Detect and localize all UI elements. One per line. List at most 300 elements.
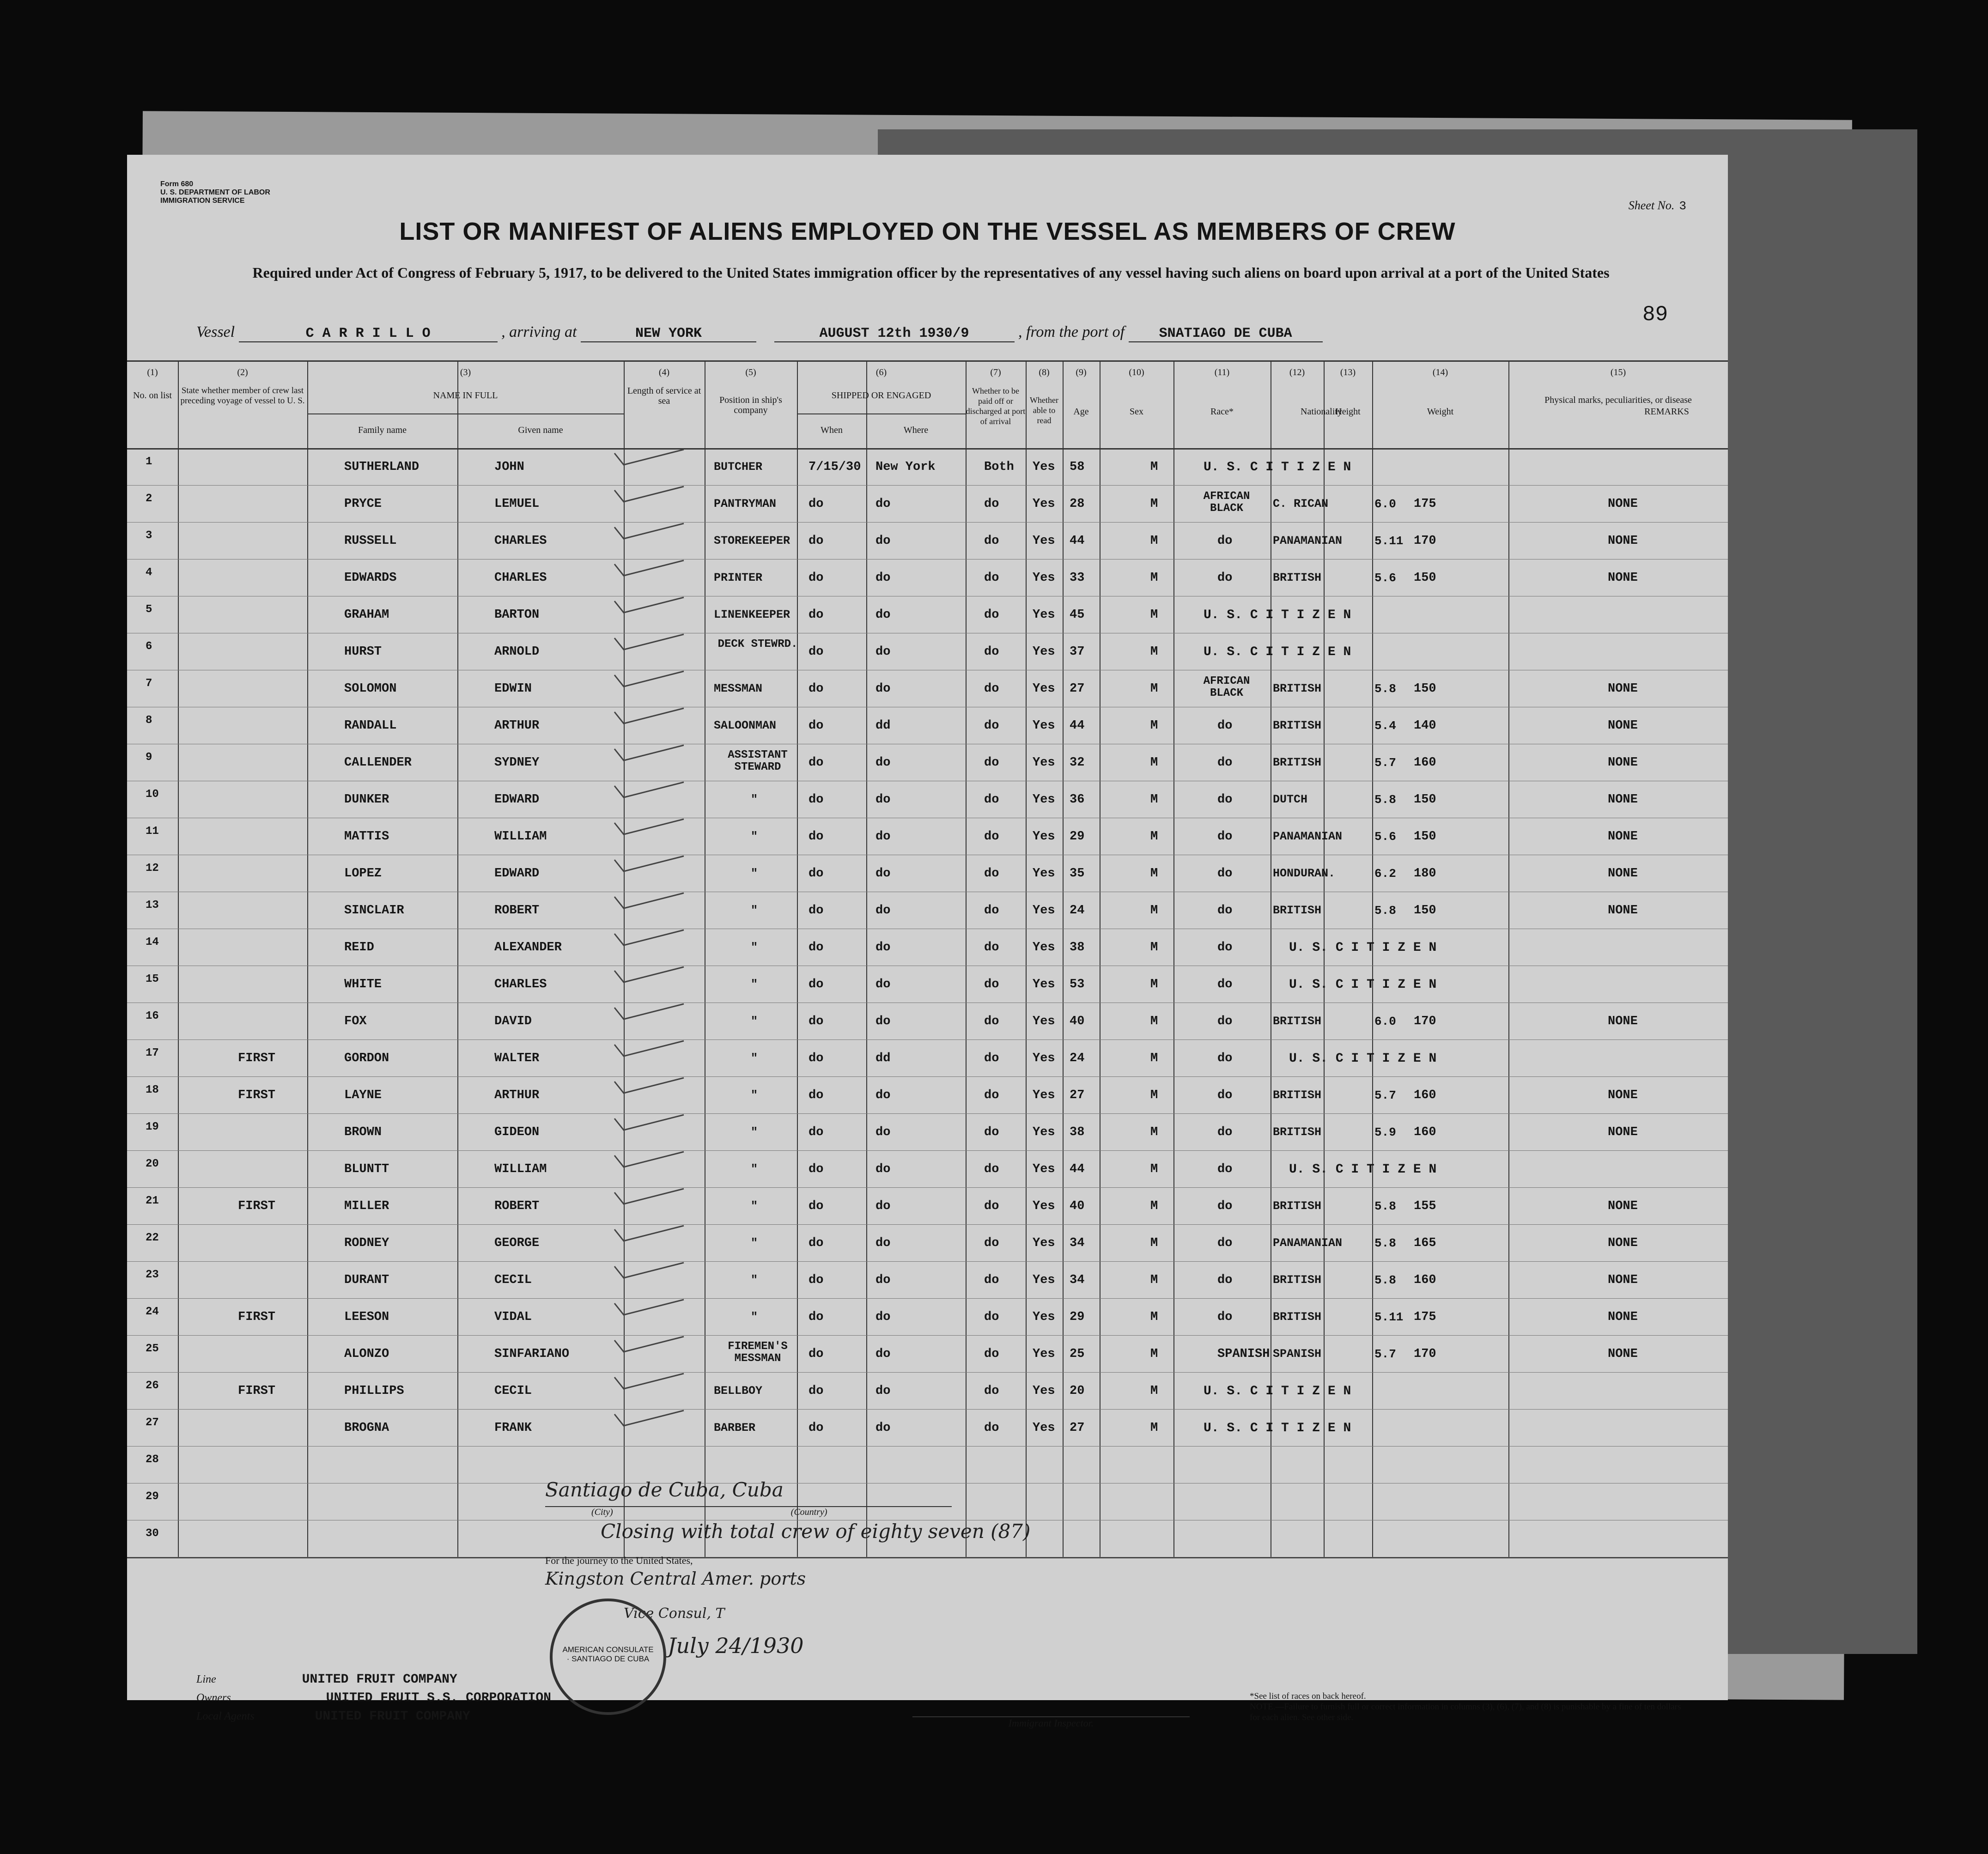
family-name: SUTHERLAND	[344, 460, 419, 474]
column-number: (5)	[745, 367, 756, 377]
shipped-when: do	[809, 904, 824, 918]
family-name: GORDON	[344, 1052, 389, 1065]
nationality: PANAMANIAN	[1273, 1236, 1343, 1250]
sex: M	[1150, 941, 1158, 954]
nationality: BRITISH	[1273, 1125, 1322, 1139]
sex: M	[1150, 1015, 1158, 1028]
form-number: Form 680	[160, 180, 194, 188]
age: 24	[1070, 1052, 1085, 1065]
family-name: RUSSELL	[344, 534, 397, 548]
shipped-where: do	[875, 682, 891, 696]
shipped-when: do	[809, 497, 824, 511]
height: 5.7	[1374, 1088, 1396, 1102]
age: 38	[1070, 941, 1085, 954]
row-rule	[127, 1261, 1728, 1262]
position: "	[751, 793, 758, 806]
able-to-read: Yes	[1033, 1384, 1055, 1398]
height: 5.8	[1374, 1273, 1396, 1287]
race: do	[1217, 1088, 1233, 1102]
header-paid-off: Whether to be paid off or discharged at port of arrival	[966, 386, 1026, 426]
height: 6.0	[1374, 1015, 1396, 1028]
shipped-when: do	[809, 1273, 824, 1287]
form-identifier	[160, 180, 270, 205]
paid-off: do	[984, 1125, 999, 1139]
shipped-when: do	[809, 1125, 824, 1139]
row-number: 16	[146, 1010, 159, 1022]
column-number: (10)	[1129, 367, 1144, 377]
penalty-note: NOTE.—Failure to furnish full or correct information in columns (3), (6), (7), and (8) is punishable by a fine of ten dollars for each alien. See other side.	[1250, 1702, 1681, 1722]
able-to-read: Yes	[1033, 1199, 1055, 1213]
paid-off: do	[984, 1236, 999, 1250]
nationality: BRITISH	[1273, 1273, 1322, 1287]
race: do	[1217, 1236, 1233, 1250]
race: do	[1217, 756, 1233, 770]
shipped-where: do	[875, 941, 891, 954]
header-family-name: Family name	[358, 425, 407, 435]
paid-off: do	[984, 941, 999, 954]
shipped-where: do	[875, 571, 891, 585]
line-value: UNITED FRUIT COMPANY	[302, 1672, 457, 1687]
age: 40	[1070, 1199, 1085, 1213]
weight: 155	[1414, 1199, 1436, 1213]
column-rule	[866, 360, 867, 1557]
row-rule	[127, 1224, 1728, 1225]
paid-off: do	[984, 497, 999, 511]
height: 5.7	[1374, 756, 1396, 770]
able-to-read: Yes	[1033, 1273, 1055, 1287]
physical-marks: NONE	[1608, 1347, 1638, 1361]
age: 40	[1070, 1015, 1085, 1028]
department: U. S. DEPARTMENT OF LABOR	[160, 188, 270, 196]
sex: M	[1150, 830, 1158, 844]
sheet-value: 3	[1679, 199, 1686, 213]
family-name: FOX	[344, 1015, 367, 1028]
table-border-top	[127, 360, 1728, 362]
given-name: GEORGE	[494, 1236, 540, 1250]
check-mark	[612, 1373, 686, 1391]
weight: 160	[1414, 1125, 1436, 1139]
family-name: BROWN	[344, 1125, 382, 1139]
given-name: EDWARD	[494, 793, 540, 807]
physical-marks: NONE	[1608, 497, 1638, 511]
sex: M	[1150, 1347, 1158, 1361]
check-mark	[612, 559, 686, 578]
sex: M	[1150, 1052, 1158, 1065]
sheet-label: Sheet No.	[1628, 199, 1675, 212]
sex: M	[1150, 608, 1158, 622]
shipped-when: do	[809, 978, 824, 991]
height: 5.8	[1374, 682, 1396, 696]
race: do	[1217, 793, 1233, 807]
age: 35	[1070, 867, 1085, 881]
check-mark	[612, 1225, 686, 1243]
sex: M	[1150, 1310, 1158, 1324]
header-remarks: REMARKS	[1644, 407, 1689, 417]
sheet-number	[1629, 199, 1686, 213]
shipped-where: do	[875, 1015, 891, 1028]
row-rule	[127, 1298, 1728, 1299]
family-name: CALLENDER	[344, 756, 412, 770]
header-given-name: Given name	[518, 425, 563, 435]
header-weight: Weight	[1427, 407, 1454, 417]
sex: M	[1150, 497, 1158, 511]
family-name: GRAHAM	[344, 608, 389, 622]
handwritten-ports: Kingston Central Amer. ports	[545, 1568, 806, 1589]
weight: 160	[1414, 1273, 1436, 1287]
sex: M	[1150, 867, 1158, 881]
given-name: EDWARD	[494, 867, 540, 881]
header-able-to-read: Whether able to read	[1030, 395, 1058, 425]
family-name: MATTIS	[344, 830, 389, 844]
able-to-read: Yes	[1033, 1125, 1055, 1139]
position: SALOONMAN	[714, 719, 777, 732]
paid-off: do	[984, 534, 999, 548]
shipped-where: do	[875, 608, 891, 622]
shipped-where: dd	[875, 1052, 891, 1065]
city-country-labels	[545, 1506, 952, 1518]
able-to-read: Yes	[1033, 1421, 1055, 1435]
row-rule	[127, 1150, 1728, 1151]
shipped-when: do	[809, 867, 824, 881]
position: "	[751, 1052, 758, 1065]
row-number: 27	[146, 1416, 159, 1429]
check-mark	[612, 449, 686, 467]
race: do	[1217, 978, 1233, 991]
age: 20	[1070, 1384, 1085, 1398]
race: do	[1217, 571, 1233, 585]
race: AFRICAN BLACK	[1203, 675, 1250, 699]
shipped-when: do	[809, 1347, 824, 1361]
country-label: (Country)	[790, 1507, 827, 1517]
nationality: BRITISH	[1273, 1199, 1322, 1213]
paid-off: do	[984, 1384, 999, 1398]
column-rule	[966, 360, 967, 1557]
given-name: JOHN	[494, 460, 524, 474]
row-number: 18	[146, 1084, 159, 1096]
family-name: BLUNTT	[344, 1162, 389, 1176]
shipped-when: do	[809, 1162, 824, 1176]
header-sex: Sex	[1130, 407, 1143, 417]
family-name: HURST	[344, 645, 382, 659]
shipped-when: do	[809, 1052, 824, 1065]
race: SPANISH	[1217, 1347, 1270, 1361]
agents-value: UNITED FRUIT COMPANY	[315, 1709, 470, 1724]
shipped-when: do	[809, 1384, 824, 1398]
position: BUTCHER	[714, 460, 763, 474]
able-to-read: Yes	[1033, 904, 1055, 918]
able-to-read: Yes	[1033, 1310, 1055, 1324]
row-rule	[127, 1187, 1728, 1188]
height: 5.4	[1374, 719, 1396, 733]
paid-off: do	[984, 1015, 999, 1028]
header-physical-marks: Physical marks, peculiarities, or disease	[1544, 395, 1692, 405]
row-number: 9	[146, 751, 152, 764]
column-number: (1)	[147, 367, 158, 377]
races-note: *See list of races on back hereof.	[1250, 1691, 1366, 1701]
given-name: EDWIN	[494, 682, 532, 696]
row-number: 13	[146, 899, 159, 912]
weight: 160	[1414, 1088, 1436, 1102]
age: 29	[1070, 1310, 1085, 1324]
able-to-read: Yes	[1033, 460, 1055, 474]
shipped-where: do	[875, 645, 891, 659]
row-number: 3	[146, 529, 152, 542]
row-number: 15	[146, 973, 159, 985]
height: 6.2	[1374, 867, 1396, 881]
header-shipped-engaged: SHIPPED OR ENGAGED	[831, 390, 931, 401]
shipped-where: do	[875, 1273, 891, 1287]
age: 36	[1070, 793, 1085, 807]
sex: M	[1150, 571, 1158, 585]
given-name: DAVID	[494, 1015, 532, 1028]
row-rule	[127, 1039, 1728, 1040]
header-race: Race*	[1210, 407, 1234, 417]
weight: 140	[1414, 719, 1436, 733]
race-citizen: U. S. C I T I Z E N	[1204, 1384, 1351, 1398]
race-citizen: U. S. C I T I Z E N	[1204, 645, 1351, 659]
column-number: (6)	[875, 367, 887, 377]
physical-marks: NONE	[1608, 904, 1638, 918]
nationality-citizen: U. S. C I T I Z E N	[1289, 941, 1437, 955]
row-rule	[127, 1335, 1728, 1336]
sex: M	[1150, 1199, 1158, 1213]
seal-text: AMERICAN CONSULATE · SANTIAGO DE CUBA	[562, 1645, 654, 1663]
header-nationality: Nationality	[1301, 407, 1342, 417]
sex: M	[1150, 756, 1158, 770]
able-to-read: Yes	[1033, 682, 1055, 696]
age: 25	[1070, 1347, 1085, 1361]
race: do	[1217, 719, 1233, 733]
position: "	[751, 1236, 758, 1250]
height: 5.6	[1374, 571, 1396, 585]
race: do	[1217, 1052, 1233, 1065]
weight: 160	[1414, 756, 1436, 770]
nationality: HONDURAN.	[1273, 867, 1336, 880]
shipped-when: do	[809, 1199, 824, 1213]
row-number: 22	[146, 1232, 159, 1244]
family-name: DUNKER	[344, 793, 389, 807]
column-rule	[307, 360, 308, 1557]
given-name: ARTHUR	[494, 1088, 540, 1102]
able-to-read: Yes	[1033, 867, 1055, 881]
shipped-where: do	[875, 1199, 891, 1213]
column-rule	[797, 360, 798, 1557]
paid-off: do	[984, 682, 999, 696]
able-to-read: Yes	[1033, 608, 1055, 622]
nationality-citizen: U. S. C I T I Z E N	[1289, 1052, 1437, 1066]
header-name-in-full: NAME IN FULL	[433, 390, 498, 401]
given-name: ROBERT	[494, 904, 540, 918]
weight: 150	[1414, 571, 1436, 585]
check-mark	[612, 486, 686, 504]
height: 5.9	[1374, 1125, 1396, 1139]
sex: M	[1150, 460, 1158, 474]
given-name: SYDNEY	[494, 756, 540, 770]
nationality: BRITISH	[1273, 904, 1322, 917]
column-rule	[1372, 360, 1373, 1557]
able-to-read: Yes	[1033, 830, 1055, 844]
paid-off: do	[984, 571, 999, 585]
page-title: LIST OR MANIFEST OF ALIENS EMPLOYED ON THE VESSEL AS MEMBERS OF CREW	[399, 218, 1456, 245]
family-name: WHITE	[344, 978, 382, 991]
row-number: 14	[146, 936, 159, 948]
shipped-when: do	[809, 534, 824, 548]
column-number: (8)	[1039, 367, 1050, 377]
height: 6.0	[1374, 497, 1396, 511]
family-name: PHILLIPS	[344, 1384, 404, 1398]
physical-marks: NONE	[1608, 867, 1638, 881]
race: do	[1217, 1015, 1233, 1028]
check-mark	[612, 1262, 686, 1280]
sex: M	[1150, 1088, 1158, 1102]
nationality: BRITISH	[1273, 1015, 1322, 1028]
position: BARBER	[714, 1421, 756, 1435]
line-row	[196, 1672, 457, 1687]
given-name: CECIL	[494, 1384, 532, 1398]
sex: M	[1150, 904, 1158, 918]
weight: 175	[1414, 1310, 1436, 1324]
shipped-where: do	[875, 1088, 891, 1102]
height: 5.8	[1374, 904, 1396, 918]
physical-marks: NONE	[1608, 1310, 1638, 1324]
weight: 150	[1414, 682, 1436, 696]
paid-off: do	[984, 867, 999, 881]
race: do	[1217, 867, 1233, 881]
shipped-when: do	[809, 1088, 824, 1102]
check-mark	[612, 670, 686, 689]
column-rule	[178, 360, 179, 1557]
shipped-where: do	[875, 793, 891, 807]
row-number: 12	[146, 862, 159, 875]
handwritten-date: July 24/1930	[668, 1633, 804, 1658]
row-number: 8	[146, 714, 152, 727]
given-name: WALTER	[494, 1052, 540, 1065]
sex: M	[1150, 1273, 1158, 1287]
row-number: 4	[146, 566, 152, 579]
check-mark	[612, 633, 686, 652]
paid-off: do	[984, 793, 999, 807]
header-divider	[127, 448, 1728, 450]
position: FIREMEN'S MESSMAN	[728, 1340, 788, 1365]
physical-marks: NONE	[1608, 719, 1638, 733]
check-mark	[612, 781, 686, 800]
able-to-read: Yes	[1033, 1015, 1055, 1028]
column-number: (3)	[460, 367, 471, 377]
race: do	[1217, 904, 1233, 918]
check-mark	[612, 1336, 686, 1354]
given-name: ROBERT	[494, 1199, 540, 1213]
position: "	[751, 1310, 758, 1324]
sex: M	[1150, 1236, 1158, 1250]
position: "	[751, 1088, 758, 1102]
able-to-read: Yes	[1033, 1088, 1055, 1102]
shipped-when: do	[809, 793, 824, 807]
position: "	[751, 830, 758, 843]
shipped-when: 7/15/30	[809, 460, 861, 474]
position: ASSISTANT STEWARD	[728, 749, 788, 773]
shipped-where: do	[875, 904, 891, 918]
position: LINENKEEPER	[714, 608, 790, 621]
weight: 165	[1414, 1236, 1436, 1250]
given-name: GIDEON	[494, 1125, 540, 1139]
sex: M	[1150, 1162, 1158, 1176]
nationality: BRITISH	[1273, 1088, 1322, 1102]
given-name: FRANK	[494, 1421, 532, 1435]
check-mark	[612, 596, 686, 615]
shipped-when: do	[809, 1310, 824, 1324]
race: do	[1217, 1125, 1233, 1139]
row-number: 23	[146, 1269, 159, 1281]
shipped-where: New York	[875, 460, 936, 474]
shipped-where: do	[875, 978, 891, 991]
given-name: CHARLES	[494, 978, 547, 991]
row-rule	[127, 1113, 1728, 1114]
race: do	[1217, 534, 1233, 548]
position: "	[751, 904, 758, 917]
consul-title: Vice Consul, T	[624, 1605, 725, 1622]
column-number: (9)	[1076, 367, 1087, 377]
consulate-seal	[550, 1599, 666, 1715]
check-mark	[612, 744, 686, 763]
given-name: SINFARIANO	[494, 1347, 570, 1361]
arrival-port: NEW YORK	[581, 326, 756, 342]
name-subdivider	[307, 413, 624, 414]
family-name: PRYCE	[344, 497, 382, 511]
physical-marks: NONE	[1608, 793, 1638, 807]
check-mark	[612, 707, 686, 726]
sex: M	[1150, 1421, 1158, 1435]
owners-label: Owners	[196, 1692, 231, 1704]
able-to-read: Yes	[1033, 756, 1055, 770]
shipped-when: do	[809, 645, 824, 659]
shipped-when: do	[809, 1015, 824, 1028]
column-rule	[1026, 360, 1027, 1557]
sex: M	[1150, 645, 1158, 659]
position: MESSMAN	[714, 682, 763, 695]
paid-off: do	[984, 1199, 999, 1213]
position: BELLBOY	[714, 1384, 763, 1398]
handwritten-closing-note: Closing with total crew of eighty seven (87)	[601, 1520, 1031, 1543]
column-number: (11)	[1214, 367, 1230, 377]
journey-label: For the journey to the United States,	[545, 1555, 693, 1566]
check-mark	[612, 818, 686, 837]
row-number: 1	[146, 456, 152, 468]
vessel-label: Vessel	[196, 323, 235, 340]
weight: 170	[1414, 534, 1436, 548]
row-rule	[127, 1076, 1728, 1077]
position: "	[751, 1162, 758, 1176]
arriving-label: , arriving at	[501, 323, 577, 340]
row-rule	[127, 1372, 1728, 1373]
check-mark	[612, 1299, 686, 1317]
row-number: 21	[146, 1195, 159, 1207]
agents-label: Local Agents	[196, 1710, 255, 1722]
race-citizen: U. S. C I T I Z E N	[1204, 608, 1351, 622]
able-to-read: Yes	[1033, 1236, 1055, 1250]
departure-port: SNATIAGO DE CUBA	[1129, 326, 1323, 342]
age: 44	[1070, 719, 1085, 733]
race-citizen: U. S. C I T I Z E N	[1204, 1421, 1351, 1435]
row-rule	[127, 522, 1728, 523]
column-number: (15)	[1610, 367, 1626, 377]
footer-notes	[1250, 1691, 1693, 1723]
given-name: WILLIAM	[494, 830, 547, 844]
shipped-where: do	[875, 1384, 891, 1398]
check-mark	[612, 1151, 686, 1169]
row-number: 10	[146, 788, 159, 801]
age: 38	[1070, 1125, 1085, 1139]
position: STOREKEEPER	[714, 534, 790, 547]
